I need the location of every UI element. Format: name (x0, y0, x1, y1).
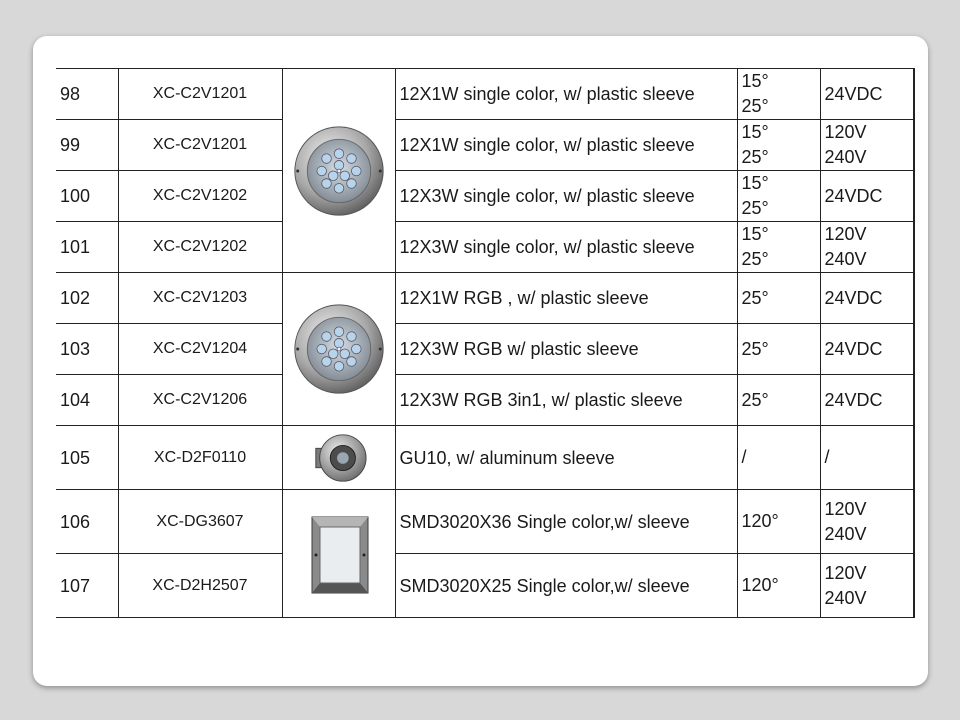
round-inground-light-image (283, 301, 395, 397)
beam-angle-cell (737, 490, 820, 554)
gu10-spot-light-image (283, 429, 395, 487)
description-cell: 12X3W single color, w/ plastic sleeve (395, 171, 737, 222)
item-number-cell: 107 (56, 554, 118, 618)
product-image-cell (282, 69, 395, 273)
voltage-cell-line: 120V (824, 122, 867, 142)
model-cell: XC-C2V1201 (118, 120, 282, 171)
item-number-cell: 101 (56, 222, 118, 273)
beam-angle-cell-line: 25° (741, 389, 769, 410)
description-cell: SMD3020X36 Single color,w/ sleeve (395, 490, 737, 554)
item-number-cell: 100 (56, 171, 118, 222)
item-number-cell: 103 (56, 324, 118, 375)
beam-angle-cell-line: / (741, 447, 747, 467)
round-inground-light-image (283, 123, 395, 219)
table-row (56, 273, 914, 324)
voltage-cell (820, 69, 914, 120)
description-cell: 12X3W RGB w/ plastic sleeve (395, 324, 737, 375)
table-row (56, 222, 914, 273)
item-number-cell: 105 (56, 426, 118, 490)
beam-angle-cell-line: 25° (741, 96, 769, 116)
voltage-cell (820, 120, 914, 171)
model-cell: XC-D2H2507 (118, 554, 282, 618)
beam-angle-cell (737, 222, 820, 273)
voltage-cell-line: / (824, 447, 830, 467)
model-cell: XC-C2V1204 (118, 324, 282, 375)
voltage-cell-line: 120V (824, 562, 867, 583)
beam-angle-cell-line: 25° (741, 338, 769, 359)
beam-angle-cell-line: 25° (741, 287, 769, 308)
voltage-cell-line: 120V (824, 498, 867, 519)
product-spec-table (56, 68, 915, 618)
voltage-cell (820, 222, 914, 273)
description-cell: 12X1W RGB , w/ plastic sleeve (395, 273, 737, 324)
model-cell: XC-D2F0110 (118, 426, 282, 490)
voltage-cell-line: 24VDC (824, 185, 883, 206)
voltage-cell-line: 240V (824, 587, 867, 608)
table-row (56, 171, 914, 222)
beam-angle-cell-line: 120° (741, 511, 779, 531)
beam-angle-cell-line: 15° (741, 71, 769, 91)
model-cell: XC-C2V1202 (118, 222, 282, 273)
table-row (56, 426, 914, 490)
beam-angle-cell (737, 554, 820, 618)
beam-angle-cell (737, 375, 820, 426)
beam-angle-cell (737, 171, 820, 222)
table-row (56, 69, 914, 120)
voltage-cell-line: 240V (824, 249, 867, 269)
item-number-cell: 106 (56, 490, 118, 554)
table-row (56, 375, 914, 426)
item-number-cell: 102 (56, 273, 118, 324)
beam-angle-cell-line: 15° (741, 224, 769, 244)
description-cell: 12X3W single color, w/ plastic sleeve (395, 222, 737, 273)
description-cell: SMD3020X25 Single color,w/ sleeve (395, 554, 737, 618)
table-row (56, 490, 914, 554)
item-number-cell: 99 (56, 120, 118, 171)
square-step-light-image (283, 509, 395, 599)
product-image-cell (282, 426, 395, 490)
voltage-cell-line: 24VDC (824, 338, 883, 359)
voltage-cell (820, 324, 914, 375)
voltage-cell-line: 240V (824, 523, 867, 544)
voltage-cell-line: 240V (824, 147, 867, 167)
voltage-cell-line: 24VDC (824, 389, 883, 410)
voltage-cell-line: 24VDC (824, 83, 883, 104)
product-image-cell (282, 273, 395, 426)
voltage-cell-line: 120V (824, 224, 867, 244)
product-image-cell (282, 490, 395, 618)
beam-angle-cell-line: 25° (741, 198, 769, 218)
voltage-cell (820, 171, 914, 222)
item-number-cell: 98 (56, 69, 118, 120)
voltage-cell (820, 273, 914, 324)
beam-angle-cell (737, 120, 820, 171)
beam-angle-cell-line: 15° (741, 122, 769, 142)
model-cell: XC-C2V1203 (118, 273, 282, 324)
voltage-cell (820, 375, 914, 426)
item-number-cell: 104 (56, 375, 118, 426)
model-cell: XC-C2V1206 (118, 375, 282, 426)
beam-angle-cell-line: 25° (741, 147, 769, 167)
table-row (56, 554, 914, 618)
beam-angle-cell (737, 273, 820, 324)
description-cell: GU10, w/ aluminum sleeve (395, 426, 737, 490)
voltage-cell (820, 554, 914, 618)
table-row (56, 324, 914, 375)
beam-angle-cell-line: 25° (741, 249, 769, 269)
voltage-cell (820, 426, 914, 490)
description-cell: 12X3W RGB 3in1, w/ plastic sleeve (395, 375, 737, 426)
beam-angle-cell-line: 120° (741, 575, 779, 595)
model-cell: XC-DG3607 (118, 490, 282, 554)
beam-angle-cell-line: 15° (741, 173, 769, 193)
model-cell: XC-C2V1202 (118, 171, 282, 222)
model-cell: XC-C2V1201 (118, 69, 282, 120)
description-cell: 12X1W single color, w/ plastic sleeve (395, 120, 737, 171)
table-row (56, 120, 914, 171)
beam-angle-cell (737, 324, 820, 375)
beam-angle-cell (737, 426, 820, 490)
voltage-cell (820, 490, 914, 554)
description-cell: 12X1W single color, w/ plastic sleeve (395, 69, 737, 120)
voltage-cell-line: 24VDC (824, 287, 883, 308)
beam-angle-cell (737, 69, 820, 120)
